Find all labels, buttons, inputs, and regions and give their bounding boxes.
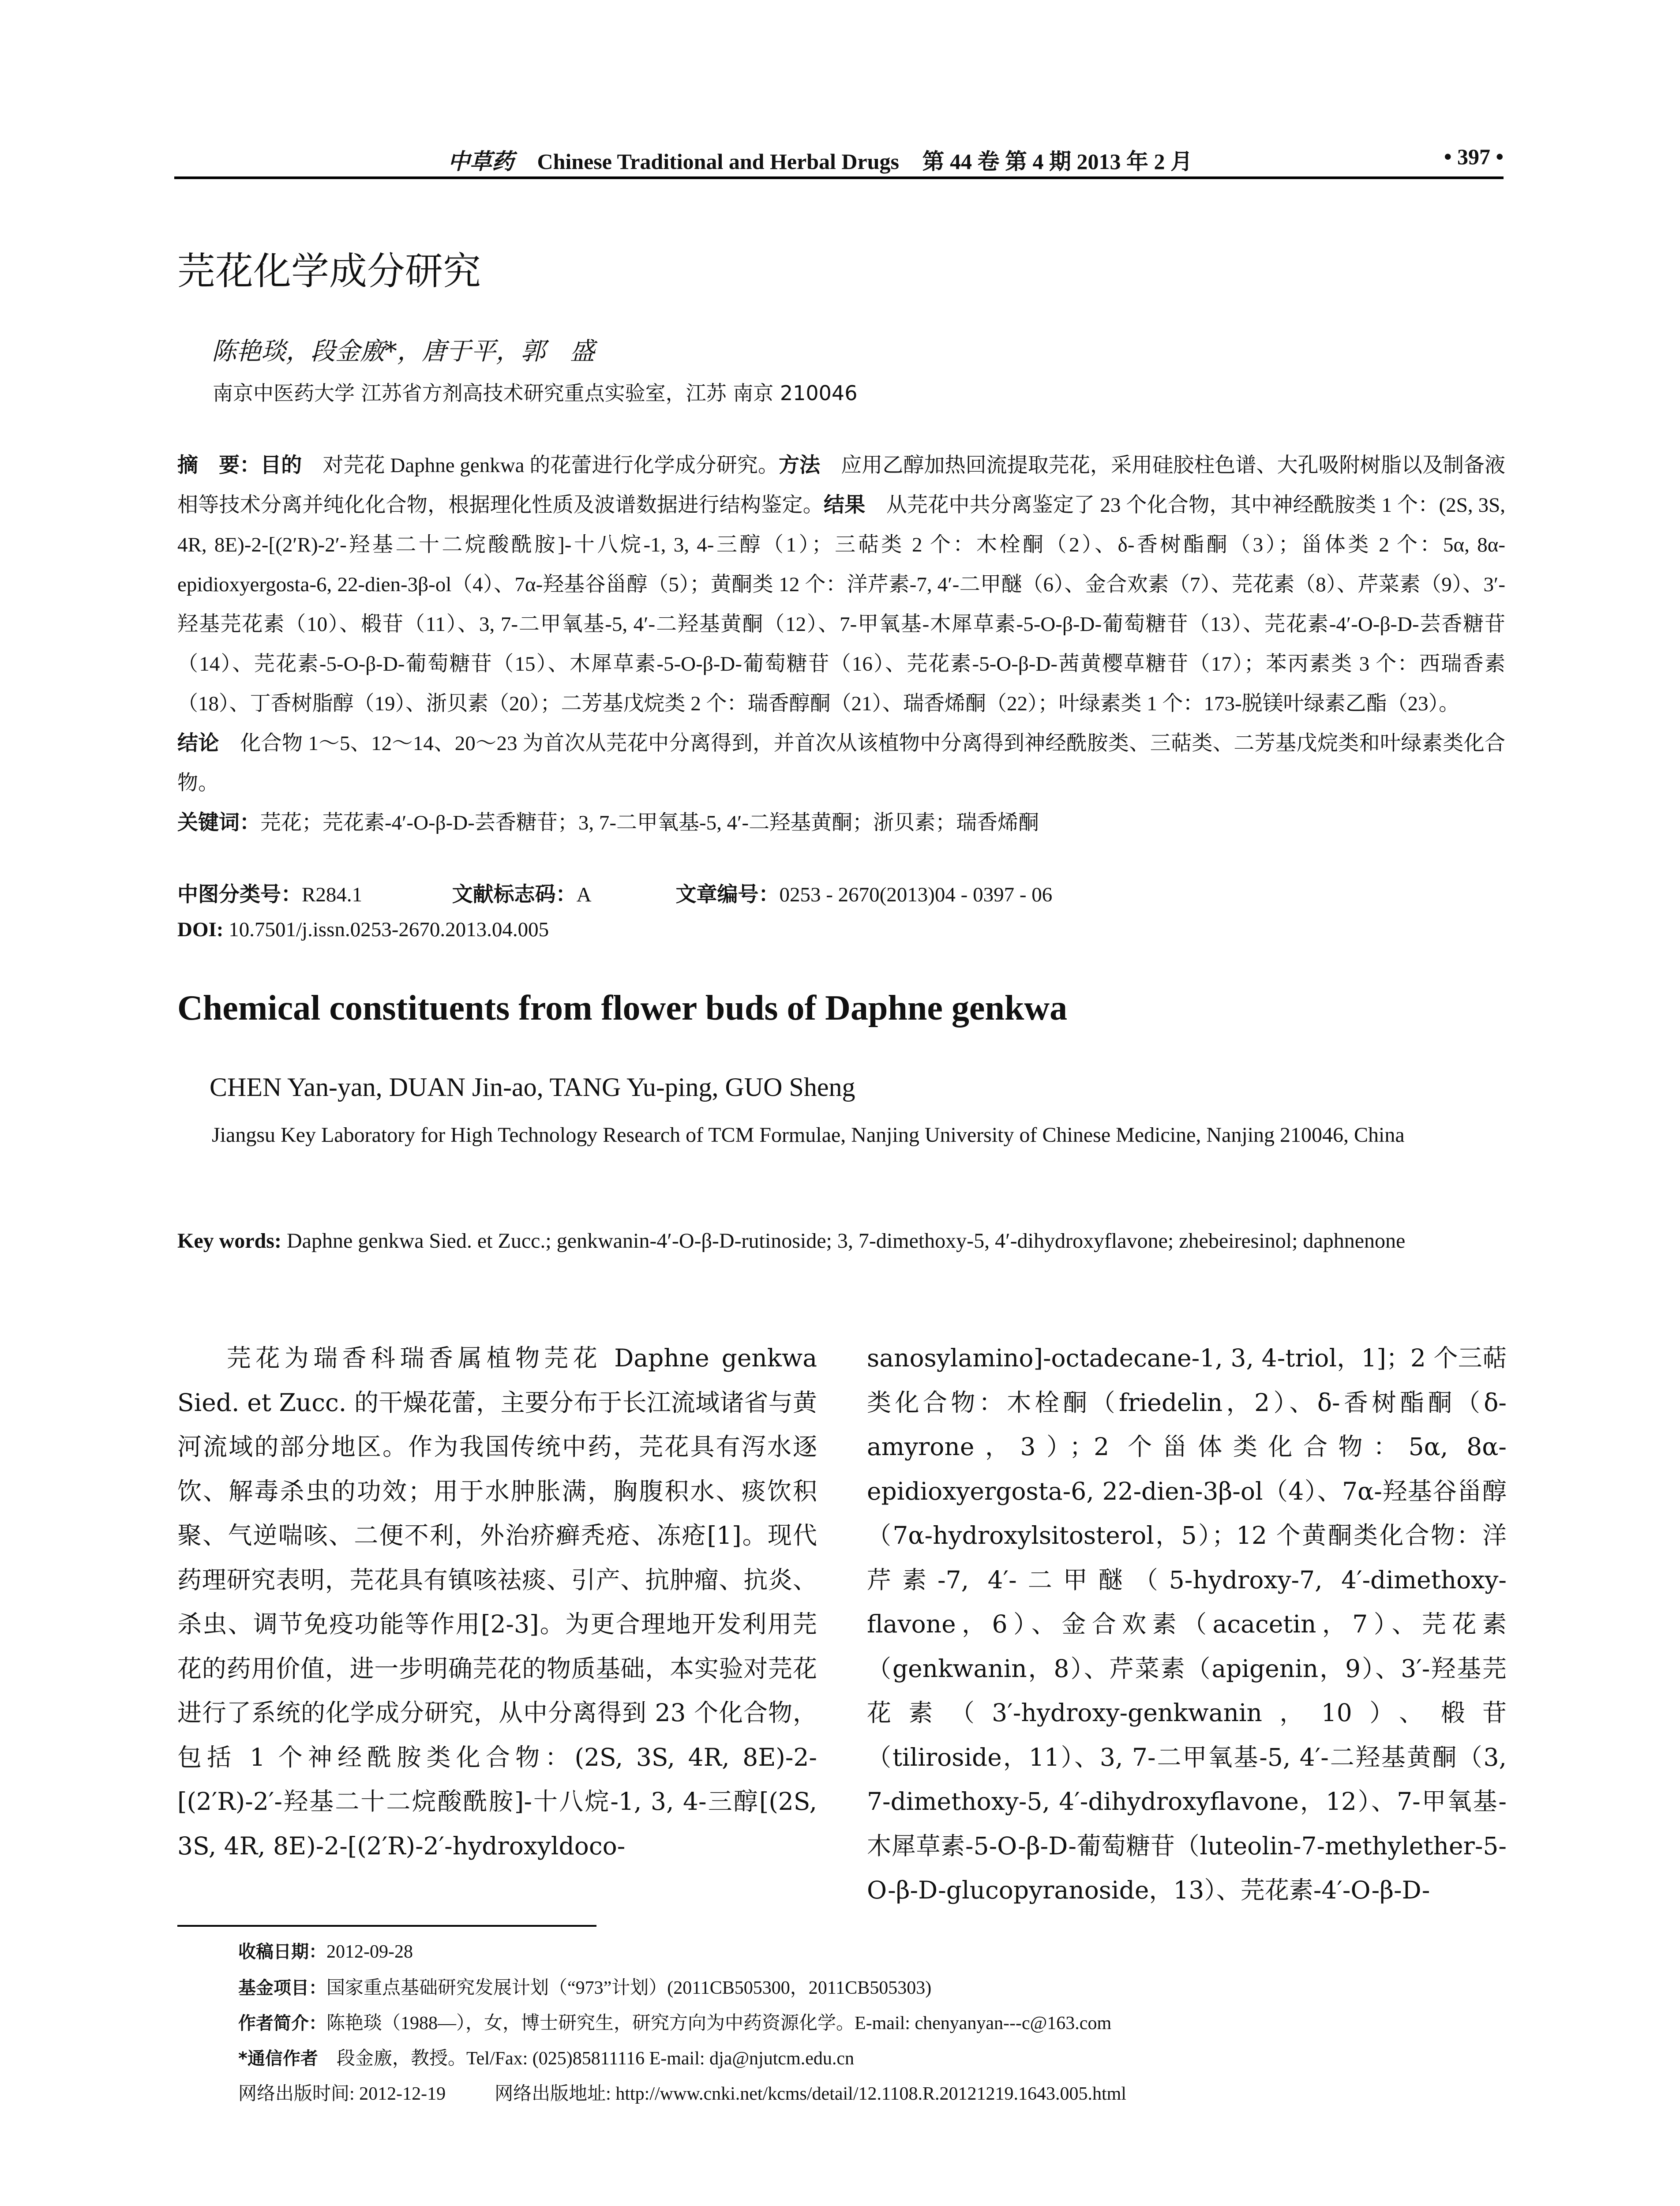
conclusion-label: 结论 (177, 731, 219, 755)
online-url-label: 网络出版地址: (495, 2084, 611, 2104)
english-keywords-text: Daphne genkwa Sied. et Zucc.; genkwanin-4′-O-β-D-rutinoside; 3, 7-dimethoxy-5, 4′-dihydroxyflavone; zhebeiresinol; daphnenone (286, 1229, 1406, 1253)
footnote-corresponding (238, 2044, 854, 2070)
method-text: 应用乙醇加热回流提取芫花，采用硅胶柱色谱、大孔吸附树脂以及制备液相等技术分离并纯化化合物，根据理化性质及波谱数据进行结构鉴定。 (177, 454, 1506, 517)
received-date: 2012-09-28 (326, 1942, 413, 1962)
header-rule (174, 176, 1504, 179)
english-authors: CHEN Yan-yan, DUAN Jin-ao, TANG Yu-ping, GUO Sheng (210, 1073, 855, 1102)
issue-info: 第 44 卷 第 4 期 2013 年 2 月 (922, 149, 1192, 174)
objective-label: 目的 (260, 453, 302, 477)
classification-line (177, 878, 1052, 908)
clc-value: R284.1 (302, 883, 363, 906)
conclusion-text: 化合物 1～5、12～14、20～23 为首次从芫花中分离得到，并首次从该植物中分离得到神经酰胺类、三萜类、二芳基戊烷类和叶绿素类化合物。 (177, 732, 1506, 795)
chinese-authors: 陈艳琰，段金廒*，唐于平，郭 盛 (212, 337, 595, 366)
author-bio-label: 作者简介： (238, 2013, 326, 2033)
doc-code-label: 文献标志码： (452, 882, 577, 907)
abstract (177, 446, 1505, 843)
result-label: 结果 (824, 493, 866, 517)
author-bio-text: 陈艳琰（1988—），女，博士研究生，研究方向为中药资源化学。E-mail: chenyanyan---c@163.com (326, 2013, 1112, 2033)
doi-line (177, 918, 549, 942)
body-left-column: 芫花为瑞香科瑞香属植物芫花 Daphne genkwa Sied. et Zucc. 的干燥花蕾，主要分布于长江流域诸省与黄河流域的部分地区。作为我国传统中药，芫花具有泻水逐饮、解毒杀虫的功效；用于水肿胀满，胸腹积水、痰饮积聚、气逆喘咳、二便不利，外治疥癣秃疮、冻疮[1]。现代药理研究表明，芫花具有镇咳祛痰、引产、抗肿瘤、抗炎、杀虫、调节免疫功能等作用[2-3]。为更合理地开发利用芫花的药用价值，进一步明确芫花的物质基础，本实验对芫花进行了系统的化学成分研究，从中分离得到 23 个化合物，包括 1 个神经酰胺类化合物：(2S, 3S, 4R, 8E)-2-[(2′R)-2′-羟基二十二烷酸酰胺]-十八烷-1, 3, 4-三醇[(2S, 3S, 4R, 8E)-2-[(2′R)-2′-hydroxyldoco- (177, 1344, 817, 1860)
fund-label: 基金项目： (238, 1978, 326, 1998)
journal-cn-name: 中草药 (448, 148, 514, 174)
header-journal (448, 144, 1192, 176)
method-label: 方法 (779, 453, 821, 477)
keywords-label: 关键词： (177, 810, 260, 835)
page-number: • 397 • (1444, 144, 1504, 169)
doc-code-value: A (576, 883, 590, 906)
running-header (174, 140, 1504, 176)
english-affiliation: Jiangsu Key Laboratory for High Technology Research of TCM Formulae, Nanjing University of Chinese Medicine, Nanjing 210046, China (212, 1123, 1405, 1147)
corresponding-label: *通信作者 (238, 2048, 318, 2069)
article-no-label: 文章编号： (675, 882, 780, 907)
footnote-online (238, 2079, 1126, 2105)
online-url: http://www.cnki.net/kcms/detail/12.1108.R.20121219.1643.005.html (615, 2084, 1126, 2104)
chinese-title: 芫花化学成分研究 (177, 249, 481, 293)
chinese-affiliation: 南京中医药大学 江苏省方剂高技术研究重点实验室，江苏 南京 210046 (213, 381, 858, 405)
online-date-label: 网络出版时间: (238, 2084, 355, 2104)
result-text: 从芫花中共分离鉴定了 23 个化合物，其中神经酰胺类 1 个：(2S, 3S, 4R, 8E)-2-[(2′R)-2′-羟基二十二烷酸酰胺]-十八烷-1, 3, 4-三醇（1）；三萜类 2 个：木栓酮（2）、δ-香树酯酮（3）；甾体类 2 个：5α, 8α-epidioxyergosta-6, 22-dien-3β-ol（4）、7α-羟基谷甾醇（5）；黄酮类 12 个：洋芹素-7, 4′-二甲醚（6）、金合欢素（7）、芫花素（8）、芹菜素（9）、3′-羟基芫花素（10）、椴苷（11）、3, 7-二甲氧基-5, 4′-二羟基黄酮（12）、7-甲氧基-木犀草素-5-O-β-D-葡萄糖苷（13）、芫花素-4′-O-β-D-芸香糖苷（14）、芫花素-5-O-β-D-葡萄糖苷（15）、木犀草素-5-O-β-D-葡萄糖苷（16）、芫花素-5-O-β-D-茜黄樱草糖苷（17）；苯丙素类 3 个：西瑞香素（18）、丁香树脂醇（19）、浙贝素（20）；二芳基戊烷类 2 个：瑞香醇酮（21）、瑞香烯酮（22）；叶绿素类 1 个：173-脱镁叶绿素乙酯（23）。 (177, 494, 1506, 715)
objective-text: 对芫花 Daphne genkwa 的花蕾进行化学成分研究。 (322, 454, 779, 477)
footnote-rule (177, 1925, 596, 1927)
body-right-column: sanosylamino]-octadecane-1, 3, 4-triol，1]；2 个三萜类化合物：木栓酮（friedelin，2）、δ-香树酯酮（δ-amyrone，3）；2 个甾体类化合物：5α, 8α-epidioxyergosta-6, 22-dien-3β-ol（4）、7α-羟基谷甾醇（7α-hydroxylsitosterol，5）；12 个黄酮类化合物：洋芹素-7, 4′-二甲醚（5-hydroxy-7, 4′-dimethoxy-flavone，6）、金合欢素（acacetin，7）、芫花素（genkwanin，8）、芹菜素（apigenin，9）、3′-羟基芫花素（3′-hydroxy-genkwanin，10）、椴苷（tiliroside，11）、3, 7-二甲氧基-5, 4′-二羟基黄酮（3, 7-dimethoxy-5, 4′-dihydroxyflavone，12）、7-甲氧基-木犀草素-5-O-β-D-葡萄糖苷（luteolin-7-methylether-5-O-β-D-glucopyranoside，13）、芫花素-4′-O-β-D- (867, 1344, 1507, 1904)
english-keywords (177, 1222, 1505, 1260)
online-date: 2012-12-19 (359, 2084, 446, 2104)
english-title: Chemical constituents from flower buds of Daphne genkwa (177, 989, 1068, 1028)
doi-label: DOI: (177, 918, 224, 941)
footnote-author (238, 2008, 1111, 2035)
footnote-received (238, 1938, 413, 1963)
article-no-value: 0253 - 2670(2013)04 - 0397 - 06 (779, 883, 1053, 906)
corresponding-text: 段金廒，教授。Tel/Fax: (025)85811116 E-mail: dja@njutcm.edu.cn (336, 2048, 854, 2069)
fund-text: 国家重点基础研究发展计划（“973”计划）(2011CB505300，2011CB505303) (326, 1978, 932, 1998)
doi-value: 10.7501/j.issn.0253-2670.2013.04.005 (229, 918, 549, 941)
clc-label: 中图分类号： (177, 882, 302, 907)
abstract-label: 摘 要： (177, 453, 261, 477)
journal-en-name: Chinese Traditional and Herbal Drugs (537, 149, 899, 174)
footnote-fund (238, 1973, 931, 2000)
english-keywords-label: Key words: (177, 1229, 281, 1253)
received-label: 收稿日期： (238, 1942, 326, 1962)
keywords-text: 芫花；芫花素-4′-O-β-D-芸香糖苷；3, 7-二甲氧基-5, 4′-二羟基黄酮；浙贝素；瑞香烯酮 (260, 811, 1039, 834)
